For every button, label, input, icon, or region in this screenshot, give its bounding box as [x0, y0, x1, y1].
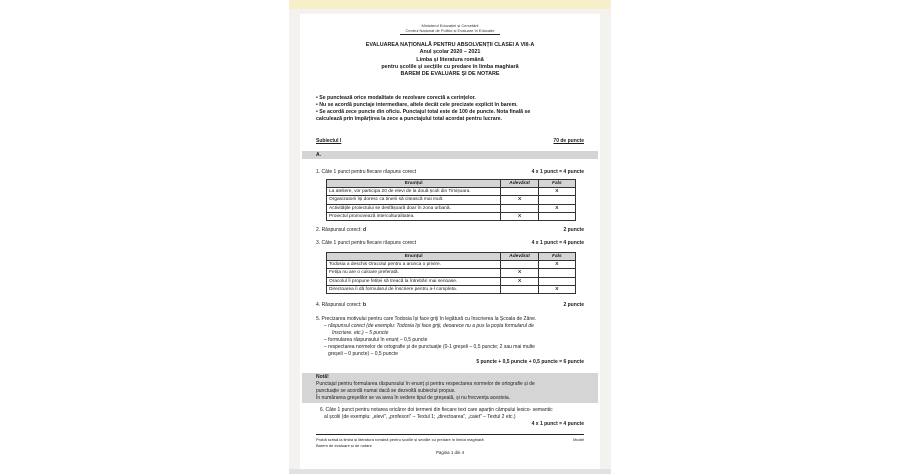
q2-score: 2 puncte: [563, 227, 584, 233]
table-row: [327, 269, 576, 277]
note-title: Notă!: [316, 374, 329, 380]
col-statement: Enunțul: [327, 180, 501, 188]
true-cell: [501, 285, 538, 293]
q6-line: al școlii (de exemplu: „elevi”, „profesori” – Textul 1; „directoarea”, „caiet” – Textul 2 etc.): [324, 414, 516, 420]
note-line: punctuație se acordă numai dacă se dezvoltă subiectul propus.: [316, 388, 456, 394]
false-cell: X: [538, 285, 575, 293]
q1-text: 1. Câte 1 punct pentru fiecare răspuns corect: [316, 169, 417, 175]
true-cell: [501, 188, 538, 196]
true-cell: X: [501, 277, 538, 285]
note-line: În numărarea greșelilor se va avea în vedere tipul de greșeală, și nu frecvența acesteia.: [316, 395, 510, 401]
q2-text: 2. Răspunsul corect: d: [316, 227, 367, 233]
true-cell: [501, 261, 538, 269]
table-row: [327, 277, 576, 285]
q1-table: [326, 179, 576, 221]
table-row: [327, 261, 576, 269]
q2-answer: d: [362, 227, 367, 233]
audience-line: pentru școlile și secțiile cu predare în limba maghiară: [381, 64, 519, 70]
statement-cell: Oracolul îi propune fetiței să treacă la întrebări mai serioase.: [327, 277, 501, 285]
true-cell: X: [501, 269, 538, 277]
top-highlight-bar: [289, 0, 611, 9]
statement-cell: Proiectul promovează interculturalitatea.: [327, 212, 501, 220]
q3-text: 3. Câte 1 punct pentru fiecare răspuns corect: [316, 240, 417, 246]
false-cell: [538, 212, 575, 220]
table-header-row: [327, 253, 576, 261]
table-row: [327, 285, 576, 293]
table-header-row: [327, 180, 576, 188]
document-page: [300, 14, 600, 469]
note-line: Punctajul pentru formularea răspunsului în enunț și pentru respectarea normelor de ortografie și de: [316, 381, 535, 387]
note-box: [302, 373, 598, 403]
false-cell: [538, 277, 575, 285]
statement-cell: Fetița nu are o culoare preferată.: [327, 269, 501, 277]
table-row: [327, 188, 576, 196]
rule-item: • Se punctează orice modalitate de rezolvare corectă a cerințelor.: [316, 95, 476, 101]
col-false: Fals: [538, 253, 575, 261]
center-name: Centrul Național de Politici și Evaluare în Educație: [405, 28, 495, 33]
part-header: [302, 151, 598, 159]
q3-table: [326, 252, 576, 294]
true-cell: X: [501, 196, 538, 204]
q5-score: 5 puncte + 0,5 puncte + 0,5 puncte = 6 puncte: [476, 359, 584, 365]
q6-line: 6. Câte 1 punct pentru notarea oricăror doi termeni din fiecare text care aparțin câmpului lexico- semantic: [320, 407, 553, 413]
section-label: Subiectul I: [316, 138, 342, 144]
false-cell: X: [538, 204, 575, 212]
statement-cell: Todosia a deschis Oracolul pentru a arunca o privire.: [327, 261, 501, 269]
q5-line: – răspunsul corect (de exemplu: Todosia își face griji, deoarece nu a pus la poșta formularul de: [324, 323, 534, 329]
q4-score: 2 puncte: [563, 302, 584, 308]
page-number: Pagina 1 din 4: [435, 450, 465, 455]
statement-cell: Directoarea îi dă formularul de înscriere pentru a-l completa.: [327, 285, 501, 293]
col-false: Fals: [538, 180, 575, 188]
footer-divider: [316, 434, 584, 435]
rule-item: • Se acordă zece puncte din oficiu. Punctajul total este de 100 de puncte. Nota finală se: [316, 109, 531, 115]
school-year: Anul școlar 2020 – 2021: [419, 49, 481, 55]
q3-score: 4 x 1 punct = 4 puncte: [531, 240, 584, 246]
table-row: [327, 212, 576, 220]
q6-score: 4 x 1 punct = 4 puncte: [531, 421, 584, 427]
q5-line: 5. Precizarea motivului pentru care Todosia își face griji în legătură cu înscrierea la Școala de Zâne.: [316, 316, 537, 322]
footer-model: Model: [573, 437, 584, 442]
false-cell: [538, 196, 575, 204]
false-cell: X: [538, 188, 575, 196]
false-cell: X: [538, 261, 575, 269]
true-cell: X: [501, 212, 538, 220]
subject-name: Limba și literatura română: [416, 57, 484, 63]
q1-score: 4 x 1 punct = 4 puncte: [531, 169, 584, 175]
exam-title: EVALUAREA NAȚIONALĂ PENTRU ABSOLVENȚII CLASEI A VIII-A: [365, 42, 535, 48]
rule-item: • Nu se acordă punctaje intermediare, altele decât cele precizate explicit în barem.: [316, 102, 518, 108]
footer-line2: Barem de evaluare și de notare: [316, 443, 372, 448]
header-divider: [400, 34, 500, 35]
doc-type: BAREM DE EVALUARE ȘI DE NOTARE: [400, 71, 500, 77]
col-true: Adevărat: [501, 253, 538, 261]
q4-text: 4. Răspunsul corect: b: [316, 302, 367, 308]
statement-cell: La ateliere, vor participa 20 de elevi de la două școli din Timișoara.: [327, 188, 501, 196]
footer-line1: Probă scrisă la limba și literatura română pentru școlile și secțiile cu predare în limba maghiară: [316, 437, 484, 442]
rule-item-continuation: calculează prin împărțirea la zece a punctajului total acordat pentru lucrare.: [316, 116, 502, 122]
col-statement: Enunțul: [327, 253, 501, 261]
statement-cell: Organizatorii își doresc ca tinerii să citească mai mult.: [327, 196, 501, 204]
section-points: 70 de puncte: [553, 138, 584, 144]
statement-cell: Activitățile proiectului se desfășoară doar în zona urbană.: [327, 204, 501, 212]
ministry-name: Ministerul Educației și Cercetării: [421, 23, 479, 28]
page-separator: [289, 469, 611, 474]
part-label: A.: [316, 151, 321, 158]
q4-answer: b: [362, 302, 367, 308]
q5-line: greșeli – 0 puncte) – 0,5 puncte: [328, 351, 399, 357]
col-true: Adevărat: [501, 180, 538, 188]
q5-line: – formularea răspunsului în enunț – 0,5 puncte: [324, 337, 428, 343]
table-row: [327, 204, 576, 212]
q5-line: înscriere. etc.) – 5 puncte: [332, 330, 389, 336]
q5-line: – respectarea normelor de ortografie și de punctuație (0-1 greșeli – 0,5 puncte; 2 sau mai multe: [324, 344, 535, 350]
table-row: [327, 196, 576, 204]
true-cell: [501, 204, 538, 212]
false-cell: [538, 269, 575, 277]
